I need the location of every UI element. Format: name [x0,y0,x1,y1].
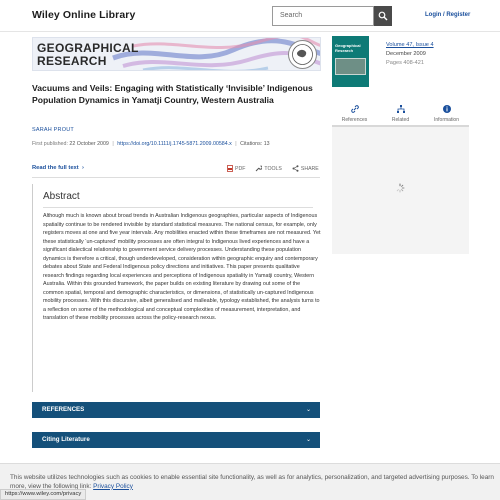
citations-count[interactable]: Citations: 13 [240,141,270,147]
sidebar-tabs [332,101,469,127]
tab-information-label: Information [433,117,459,123]
journal-cover[interactable] [332,36,369,87]
first-published-label: First published: [32,141,68,147]
divider [32,177,320,178]
chevron-right-icon: › [80,165,84,171]
tab-references[interactable] [332,101,377,125]
info-icon [442,104,452,114]
volume-issue-link[interactable]: Volume 47, Issue 4 [386,42,434,48]
references-label: REFERENCES [42,406,85,413]
meta-separator: | [235,141,237,147]
divider [43,207,313,208]
banner-title: GEOGRAPHICAL RESEARCH [37,41,139,68]
search-input[interactable]: Search [272,6,374,26]
link-icon [350,104,360,114]
issue-pages: Pages 408-421 [386,60,424,66]
abstract-heading: Abstract [43,191,80,202]
loading-spinner-icon [395,183,405,193]
cookie-message: This website utilizes technologies such as cookies to enable essential site functionality, as well as for analytics, personalization, and targeted advertising purposes. To learn more, view the following link: [10,474,494,490]
article-tools [227,165,319,172]
citing-literature-label: Citing Literature [42,436,90,443]
publication-meta [32,141,332,147]
abstract-section [32,184,320,392]
share-icon [292,165,299,172]
network-icon [396,104,406,114]
cover-photo [335,58,366,75]
tools-button[interactable] [255,165,282,172]
author-link[interactable]: SARAH PROUT [32,127,74,133]
tab-related-label: Related [391,117,410,123]
wrench-icon [255,165,262,172]
read-full-text-label: Read the full text [32,165,79,171]
pdf-label: PDF [235,165,246,172]
login-register-link[interactable]: Login / Register [425,12,471,18]
pdf-button[interactable] [227,165,245,172]
read-full-text-link[interactable] [32,165,84,171]
search-button[interactable] [374,6,392,26]
cover-title: Geographical Research [335,43,361,53]
journal-banner[interactable] [32,37,321,71]
meta-separator: | [112,141,114,147]
top-bar [0,0,500,32]
chevron-down-icon: ⌄ [305,437,311,443]
abstract-text: Although much is known about broad trends in Australian Indigenous geographies, particular aspects of Indigenous spatiality continue to be rendered invisible by standard statistical measures. The national census, for example, only registers moves at one and five year intervals. Any mobilities enacted within these timeframes are not measured. Yet these statistically ‘un-captured’ mobility processes are often integral to Indigenous lived experiences and have a significant dialectical relationship to government service delivery processes. Understanding these population dynamics is therefore a critical, though underdeveloped, consideration within geographic enquiry and contemporary debates about State and Federal Indigenous policy directions and initiatives. This paper presents qualitative research findings regarding local experiences and perceptions of Indigenous spatiality in Yamatji country, Western Australia. Within this grounded framework, the paper builds on existing literature by drawing out some of the common spatial, temporal and demographic characteristics, or dimensions, of statistically un-captured Indigenous mobility processes. With this discursive, albeit generalised and malleable, typology established, the analysis turns to a reflection on some of the methodological and conceptual complexities of measurement, interpretation, and translation of these mobility processes across the policy-research nexus. [43,213,321,321]
tab-related[interactable] [378,101,423,125]
tools-label: TOOLS [264,165,282,172]
citing-literature-accordion[interactable] [32,432,320,448]
doi-link[interactable]: https://doi.org/10.1111/j.1745-5871.2009.00584.x [117,141,232,147]
tab-references-label: References [341,117,368,123]
sidebar-panel [332,127,469,254]
chevron-down-icon: ⌄ [305,407,311,413]
status-bar-url: https://www.wiley.com/privacy [0,489,86,500]
references-accordion[interactable] [32,402,320,418]
tab-information[interactable] [424,101,469,125]
site-logo[interactable]: Wiley Online Library [32,9,136,21]
society-emblem-icon [288,40,317,69]
pdf-icon [227,165,233,172]
first-published-date: 22 October 2009 [69,141,109,147]
privacy-policy-link[interactable]: Privacy Policy [93,482,133,490]
article-title: Vacuums and Veils: Engaging with Statistically ‘Invisible’ Indigenous Population Dynamics in Yamatji Country, Western Australia [32,83,313,105]
issue-info [386,41,434,68]
issue-date: December 2009 [386,51,426,57]
share-label: SHARE [300,165,319,172]
share-button[interactable] [292,165,319,172]
search-icon [378,11,388,21]
